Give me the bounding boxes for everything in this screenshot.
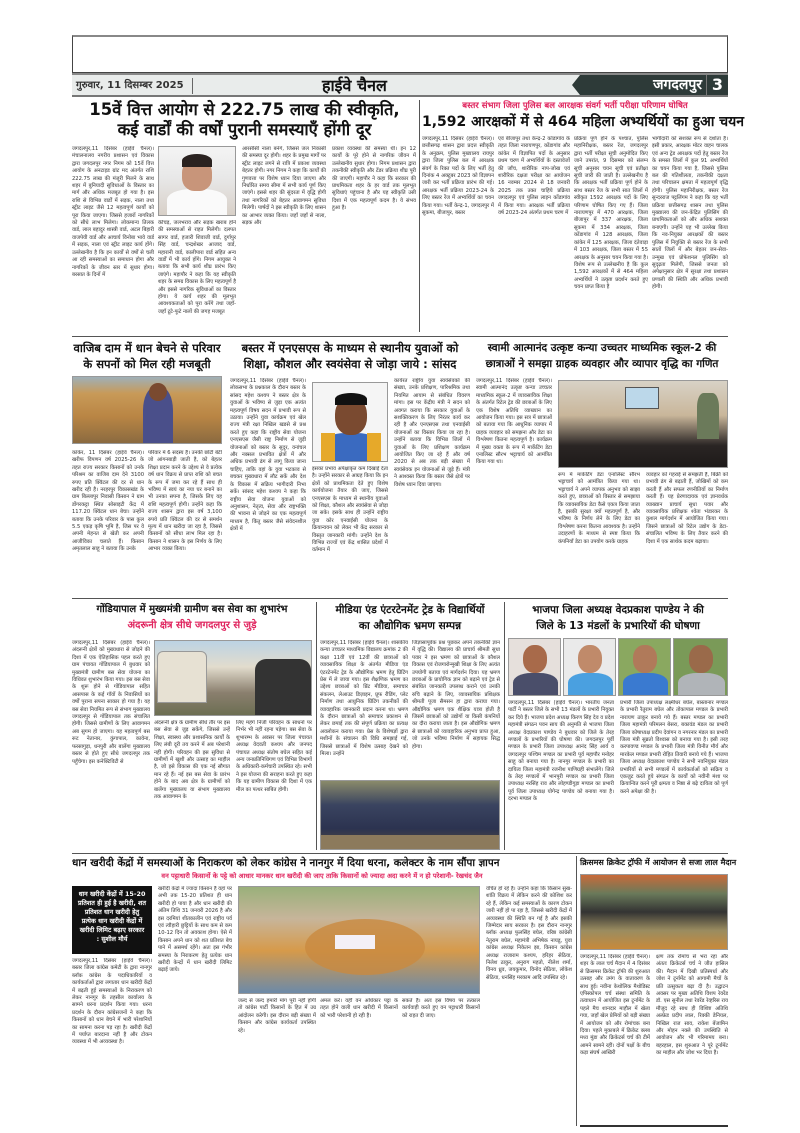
headline-finance-1: 15वें वित्त आयोग से 222.75 लाख की स्वीकृति,: [89, 100, 400, 119]
media-col2: जिज्ञासापूर्वक प्रश्न पूछकर अपने तकनीकी ज्ञान में वृद्धि की। विद्यालय की प्राचार्य श्रीमती सुधा पवार ने इस भ्रमण को छात्राओं के कौशल विकास एवं रोजगारोन्मुखी शिक्षा के लिए अत्यंत उपयोगी बताया एवं मार्गदर्शन दिया। यह भ्रमण छात्राओं के प्रायोगिक ज्ञान को बढ़ाने एवं ट्रेड से संबंधित जानकारी उपलब्ध कराने एवं उनकी रुचि बढ़ाने के लिए, व्यावसायिक प्रशिक्षक श्रीमती पूजा सैमसन हा द्वारा कराया गया। औद्योगिक भ्रमण एक शैक्षिक यात्रा होती है जिसमें छात्राओं को उद्योगों या किसी कंपनियों का दौरा कराया जाता है। इस औद्योगिक भ्रमण से छात्राओं को व्यावहारिक अनुभव प्राप्त हुआ, जो उनके भविष्य निर्माण में सहायक सिद्ध होगा।: [412, 640, 500, 750]
nss-col2: इसका प्रभाव अपेक्षाकृत कम दिखाई देता है। उन्होंने सरकार से आग्रह किया कि इन क्षेत्रों को प्राथमिकता देते हुए विशेष कार्ययोजना तैयार की जाए, जिससे एनएसएस के माध्यम से स्थानीय युवाओं को शिक्षा, कौशल और स्वयंसेवा से जोड़ा जा सके। इसके साथ ही उन्होंने राष्ट्रीय युवा कोर एनवाईसी योजना के क्रियान्वयन को लेकर भी केंद्र सरकार से विस्तृत जानकारी मांगी। उन्होंने देश के विभिन्न राज्यों एवं केंद्र शासित प्रदेशों में वर्तमान में: [312, 466, 388, 554]
headline-atmanand-1: स्वामी आत्मानंद उत्कृष्ट कन्या उच्चतर माध्यमिक स्कूल-2 की: [487, 342, 717, 354]
headline-bus: गोंडियापाल में मुख्यमंत्री ग्रामीण बस सेवा का शुभारंभ: [96, 604, 288, 615]
headline-media-2: का औद्योगिक भ्रमण सम्पन्न: [358, 620, 462, 632]
headline-police: 1,592 आरक्षकों में से 464 महिला अभ्यर्थियों का हुआ चयन: [422, 114, 745, 130]
congress-col1: जगदलपुर,11 दिसंबर (हाईवे चैनल)। बस्तर जिला कांग्रेस कमेटी के द्वारा नानगुर ब्लॉक कांग्रेस के पदाधिकारियों व कार्यकर्ताओं द्वारा लगातार धान खरीदी केंद्रों में बढ़ती हुई समस्याओं के निराकरण को लेकर नानगुर के तहसील कार्यालय के सामने धरना प्रदर्शन किया गया। धरना प्रदर्शन के दौरान कांग्रेसजनों ने कहा कि किसानों को धान बेचने में भारी परेशानियों का सामना करना पड़ रहा है। खरीदी केंद्रों में पर्याप्त बारदाना नहीं है और टोकन व्यवस्था में भी अव्यवस्था है।: [72, 958, 152, 1046]
classroom-photo: [558, 380, 728, 468]
congress-col5: सकते हैं। अतः इस विषय पर तत्काल कार्यवाही करते हुए वन पट्टाधारी किसानों को राहत दी जाए।: [402, 998, 480, 1019]
finance-col4: प्रकाश व्यवस्था की समस्या थी। इन 12 कार्यों के पूरे होने से नागरिक जीवन में उल्लेखनीय सुधार होगा। निगम प्रशासन द्वारा तकनीकी स्वीकृति और टेंडर प्रक्रिया शीघ्र पूरी की जाएगी। महापौर ने कहा कि सरकार की प्राथमिकता शहर के हर वार्ड तक मूलभूत सुविधाएं पहुंचाना है और यह स्वीकृति उसी दिशा में एक महत्वपूर्ण कदम है। ये संभव हुआ है।: [332, 146, 416, 212]
headline-nss-1: बस्तर में एनएसएस के माध्यम से स्थानीय युवाओं को: [241, 341, 459, 355]
headline-nss-2: शिक्षा, कौशल और स्वयंसेवा से जोड़ा जाये : सांसद: [243, 357, 457, 371]
protest-meeting-photo: [238, 886, 480, 994]
article-congress: [72, 856, 572, 1126]
newspaper-title: हाईवे चैनल: [322, 76, 387, 95]
paddy-col1: कांकेर, 11 दिसंबर (हाईवे चैनल)। खरीफ विपणन वर्ष 2025-26 के तहत राज्य सरकार किसानों को उनके परिश्रम का वाजिब दाम देने 3100 रुपए प्रति क्विंटल की दर से धान खरीद रही है। नरहरपुर विकासखंड के ग्राम बिल्लापुर निवासी किसान ने ग्राम डोंगरकट्टा स्थित सोसाइटी केंद्र में 117.20 क्विंटल धान बेचा। उन्होंने बताया कि उनके परिवार के पास कुल 5.5 एकड़ कृषि भूमि है, जिस पर वे अपनी मेहनत से खेती कर अपनी आजीविका चलाते हैं। किसान अमृतलाल साहू ने बताया कि उनके: [72, 450, 144, 553]
column-divider: [316, 602, 317, 850]
cricket-team-photo: [580, 874, 728, 950]
headline-paddy-2: के सपनों को मिल रही मजबूती: [83, 357, 211, 371]
police-col4: भागीदारी को सशक्त रूप से दर्शाता है। इसी प्रकार, आरक्षक मोटर वाहन चालक एवं अन्य ट्रेड आरक्षक पदों हेतु बस्तर रेंज के समस्त जिलों में कुल 91 अभ्यर्थियों का चयन किया गया है, जिससे पुलिस बल की गतिशीलता, तकनीकी दक्षता तथा परिचालन क्षमता में महत्वपूर्ण वृद्धि होगी। पुलिस महानिरीक्षक, बस्तर रेंज सुन्दरराज पट्टलिंगम ने कहा कि यह भर्ती प्रक्रिया छत्तीसगढ़ शासन तथा पुलिस मुख्यालय की जन-केंद्रित पुलिसिंग की प्राथमिकताओं को और अधिक सशक्त बनाएगी। उन्होंने यह भी उल्लेख किया कि नव-नियुक्त आरक्षकों की बस्तर पुलिस में नियुक्ति से बस्तर रेंज के सभी सातों जिलों में और बेहतर जन-सेवा-उन्मुख एवं प्रोफेशनल पुलिसिंग को सुदृढ़ता मिलेगी, जिससे जनता को अपेक्षानुसार क्षेत्र में सुरक्षा तथा प्रशासन प्रणाली की स्थिति और अधिक प्रभावी होगी।: [652, 136, 728, 291]
city-name: जगदलपुर: [653, 77, 702, 93]
headline-media-1: मीडिया एंड एंटरटेनमेंट ट्रेड के विद्यार्थियों: [335, 604, 485, 616]
column-divider: [419, 100, 420, 332]
nss-col3: कार्यरत राष्ट्रीय युवा स्वयंसेवकों की संख्या, उनके प्रशिक्षण, पारिश्रमिक तथा नियमित आयाम से संबंधित विवरण मांगा। इस पर केंद्रीय मंत्री ने सदन को अवगत कराया कि सरकार युवाओं के सशक्तिकरण के लिए निरंतर कार्य कर रही है और एनएसएस तथा एनवाईसी योजनाओं का विस्तार किया जा रहा है। उन्होंने बताया कि विभिन्न जिलों में युवाओं के लिए प्रशिक्षण कार्यक्रम आयोजित किए जा रहे हैं और वर्ष 2020 से अब तक बड़ी संख्या में स्वयंसेवक इन योजनाओं से जुड़े हैं। मंत्री ने आश्वस्त किया कि बस्तर जैसे क्षेत्रों पर विशेष ध्यान दिया जाएगा।: [394, 378, 470, 488]
media-col1: जगदलपुर,11 दिसंबर (हाईवे चैनल)। शासकीय कन्या उच्चतर माध्यमिक विद्यालय क्रमांक 2 की कक्षा 11वीं एवं 12वीं की छात्राओं को व्यावसायिक शिक्षा के अंतर्गत मीडिया एंड एंटरटेनमेंट ट्रेड के औद्योगिक भ्रमण हेतु प्रिंटिंग प्रेस में ले जाया गया। इस शैक्षणिक भ्रमण का उद्देश्य छात्राओं को प्रिंट मीडिया, समाचार संकलन, लेआउट डिज़ाइन, प्रूफ रीडिंग, प्लेट निर्माण तथा आधुनिक प्रिंटिंग तकनीकों की व्यावहारिक जानकारी प्रदान करना था। भ्रमण के दौरान छात्राओं को समाचार प्रकाशन से लेकर छपाई तक की संपूर्ण प्रक्रिया का प्रत्यक्ष अवलोकन कराया गया। प्रेस के विशेषज्ञों द्वारा मशीनों के संचालन की विधि समझाई गई, जिससे छात्राओं में विशेष उत्साह देखने को मिला। उन्होंने: [320, 640, 408, 758]
portrait-photo: [158, 146, 236, 216]
kicker-police: बस्तर संभाग जिला पुलिस बल आरक्षक संवर्ग भर्ती परीक्षा परिणाम घोषित: [462, 101, 688, 111]
headline-bjp-2: जिले के 13 मंडलों के प्रभारियों की घोषणा: [536, 620, 700, 632]
atmanand-col3: व्यवहार को गहराई से समझती हैं, बिक्री को प्रभावी ढंग से बढ़ाती हैं, जोखिमों को कम करती हैं और सफल रणनीतियों का निर्माण करती हैं। यह प्रेरणादायक एवं ज्ञानवर्धक व्याख्यान प्राचार्य सुधा पवार और व्यावसायिक प्रशिक्षक श्वेता भंडारकर के कुशल मार्गदर्शन में आयोजित किया गया। जिसने छात्राओं को रिटेल उद्योग के डेटा-संचालित भविष्य के लिए तैयार करने की दिशा में एक सार्थक कदम बढ़ाया।: [646, 472, 728, 545]
article-bjp: [508, 602, 728, 850]
callout-box: धान खरीदी केंद्रों में 15-20 प्रतिशत ही हुई है खरीदी, शत प्रतिशत धान खरीदी हेतु प्रत्येक धान खरीदी केंद्रों में खरीदी लिमिट बढ़ाए सरकार : सुशील मौर्य: [72, 886, 152, 954]
section-divider: [72, 598, 728, 599]
congress-col2: खरीदी केंद्रों में ज्यादा किसान है वहां पर अभी तक 15-20 प्रतिशत ही धान खरीदी हो पाया है और धान खरीदी की अंतिम तिथि 31 जनवरी 2026 है और इस दरमियां शीतकालीन एवं राष्ट्रीय पर्व एवं त्यौहारी छुट्टियों के साथ कम से कम 10-12 दिन तो अवकाश होगा। ऐसे में किसान अपने धान को शत प्रतिशत बेच पाने में असमर्थ रहेंगे। अतः इस गंभीर समस्या के निराकरण हेतु प्रत्येक धान खरीदी केन्द्रों में धान खरीदी लिमिट बढ़ाई जाये।: [158, 886, 232, 974]
mp-portrait-photo: [312, 382, 388, 462]
article-nss: [230, 340, 470, 595]
column-divider: [576, 856, 577, 1126]
kicker-congress: वन पट्टाधारी किसानों के पट्टे को आधार मानकर धान खरीदी की जाए ताकि किसानों को ज्यादा अदा करने में न हो परेशानी- रेखचंद जैन: [161, 872, 483, 880]
article-media: [320, 602, 500, 850]
farmer-photo: [72, 376, 222, 444]
police-col3: प्रक्रिया पूर्ण होने के पश्चात, पुलिस महानिरीक्षक, बस्तर रेंज, जगदलपुर द्वारा भर्ती परीक्षा सूची अनुमोदित किए जाने उपरांत, 9 दिसम्बर को संलग्न सूची अनुसार चयन सूची एवं प्रतीक्षा सूची जारी की जाती है। उल्लेखनीय है कि आरक्षक भर्ती प्रक्रिया पूर्ण होने के साथ बस्तर रेंज के सभी सात जिलों में स्वीकृत 1592 आरक्षक पदों के लिए परिणाम घोषित किए गए हैं। जिला नारायणपुर में 470 आरक्षक, जिला बीजापुर में 337 आरक्षक, जिला सुकमा में 334 आरक्षक, जिला कोंडागांव में 128 आरक्षक, जिला कांकेर में 125 आरक्षक, जिला दंतेवाड़ा में 103 आरक्षक, जिला बस्तर में 55 आरक्षक के अनुसार चयन किया गया है। विशेष रूप से उल्लेखनीय है कि कुल 1,592 आरक्षकों में से 464 महिला अभ्यर्थियों ने उत्कृष्ट प्रदर्शन करते हुए चयन प्राप्त किया है: [574, 136, 648, 291]
article-finance: [72, 100, 417, 332]
bus-col1: जगदलपुर,11 दिसंबर (हाईवे चैनल)। अंदरूनी क्षेत्रों को मुख्यधारा से जोड़ने की दिशा में एक ऐतिहासिक पहल करते हुए ग्राम पंचायत गोंडियापाल में बुधवार को मुख्यमंत्री ग्रामीण बस सेवा योजना का विधिवत शुभारंभ किया गया। इस बस सेवा के शुरू होने से गोंडियापाल सहित आसपास के कई गाँवों के निवासियों का वर्षों पुराना सपना साकार हो गया है। यह बस सेवा नियमित रूप से संभाग मुख्यालय जगदलपुर से गोंडियापाल तक संचालित होगी। जिससे ग्रामीणों के लिए आवागमन अब सुगम हो जाएगा। यह महत्वपूर्ण बस रूट नेतानार, कुंगापाल, कावेना, फरसागुड़ा, धनपुरी और बालेंगा मुख्यालय बस्तर से होते हुए सीधे जगदलपुर तक पहुँचेगा। इस कनेक्टिविटी से: [72, 640, 150, 765]
bottom-rule: [580, 1125, 728, 1127]
masthead: [72, 73, 728, 97]
section-divider: [72, 853, 728, 854]
page-number: 3: [706, 75, 728, 95]
headline-paddy-1: वाजिब दाम में धान बेचने से परिवार: [73, 341, 221, 355]
atmanand-col2: रूप में मार्केटिंग डेटा एनालिस्ट सौरभ भट्टाचार्य को आमंत्रित किया गया था। भट्टाचार्य ने अपने व्यापक अनुभव को साझा करते हुए, छात्राओं को विस्तार से समझाया कि व्यावसायिक डेटा कैसे एकत्र किया जाता है, इसकी सुरक्षा क्यों महत्वपूर्ण है, और भविष्य के निर्णय लेने के लिए डेटा का विश्लेषण करना कितना आवश्यक है। उन्होंने उदाहरणों के माध्यम से स्पष्ट किया कि कंपनियाँ डेटा का उपयोग करके ग्राहक: [558, 472, 640, 545]
newspaper-page: [72, 0, 745, 1133]
bus-launch-photo: [154, 640, 312, 716]
section-divider: [72, 336, 728, 337]
appointee-photo-3: [618, 638, 671, 696]
police-col1: जगदलपुर,11 दिसंबर (हाईवे चैनल)। छत्तीसगढ़ शासन द्वारा प्रदत्त स्वीकृति के अनुक्रम, पुलिस मुख्यालय रायपुर द्वारा जिला पुलिस बल में आरक्षक संवर्ग के रिक्त पदों के लिए भर्ती हेतु दिनांक 4 अक्टूबर 2023 को विज्ञापन जारी कर भर्ती प्रक्रिया प्रारंभ की गई। आरक्षक भर्ती प्रक्रिया 2023-24 के लिए बस्तर रेंज में अभ्यर्थियों का चयन किया गया। भर्ती केन्द्र-1, जगदलपुर में सुकमा, बीजापुर, बस्तर: [422, 136, 494, 217]
appointee-photo-2: [563, 638, 616, 696]
column-divider: [504, 602, 505, 850]
headline-congress: धान खरीदी केंद्रों में समस्याओं के निराकरण को लेकर कांग्रेस ने नानगुर में दिया धरना, कलेक्टर के नाम सौंपा ज्ञापन: [72, 857, 500, 869]
city-section-tab: [580, 75, 728, 95]
students-group-photo: [320, 780, 500, 850]
article-cricket: [580, 856, 737, 1126]
congress-col4: अमल करें। वहीं वन अधिकार पट्टा के तहत होने वाली धान खरीदी में किसानों को भारी परेशानी हो रही है।: [320, 998, 398, 1019]
congress-col6: वंचित हो रहे हैं। उन्होंने कहा कि किसान सुख-शांति विक्रय में लेकिन करने की कोशिश कर रहे हैं, लेकिन कई समस्याओं के कारण टोकन जारी नहीं हो पा रहा है, जिससे खरीदी केंद्रों में अव्यवस्था की स्थिति बन गई है और इसकी जिम्मेदार साय सरकार है। इस दौरान नानगुर ब्लॉक अध्यक्ष फुलसिंह बघेल, वरिष्ठ कांग्रेसी नेतुराम बघेल, महामंत्री अभिषेक नायडू, युवा कांग्रेस अध्यक्ष निकेतन झा, किसान कांग्रेस अध्यक्ष राजाराम कश्यप, हरिहर सेठिया, निलेश ठाकुर, अनुराग महतो, नीलेश शर्मा, विनय ध्रुव, जयकुमार, विनोद सेठिया, लोकेश सेठिया, धनसिंह मरकाम आदि उपस्थित रहे।: [486, 886, 572, 981]
headline-bjp-1: भाजपा जिला अध्यक्ष वेदप्रकाश पाण्डेय ने की: [532, 604, 704, 616]
finance-col1: जगदलपुर,11 दिसंबर (हाईवे चैनल)। मंचालनालय नगरीय प्रशासन एवं विकास द्वारा जगदलपुर नगर निगम को 15वें वित्त आयोग के अनटाइड ग्रांट मद अंतर्गत राशि 222.75 लाख की मंजूरी मिलने के साथ शहर में बुनियादी सुविधाओं के विस्तार का मार्ग और अधिक मजबूत हो गया है। इस राशि से विभिन्न वार्डों में सड़क, नाला तथा स्ट्रीट लाइट जैसे 12 महत्वपूर्ण कार्यों को पूरा किया जाएगा। जिससे हजारों नागरिकों को सीधे लाभ मिलेगा। लोकमान्य तिलक वार्ड, लाल बहादुर शास्त्री वार्ड, अटल बिहारी वाजपेयी वार्ड और आचार्य विनोबा भावे वार्ड में सड़क, नाला एवं स्ट्रीट लाइट कार्य होंगे। उल्लेखनीय है कि इन कार्यों से वर्षों से चली आ रही समस्याओं का समाधान होगा और नागरिकों के जीवन स्तर में सुधार होगा। बरसात के दिनों में: [72, 146, 154, 278]
police-col2: एवं बीजापुर तथा केन्द्र-2 कोंडागांव के तहत जिला नारायणपुर, कोंडागांव और कांकेर में विज्ञापित पदों के अनुसार प्रथम चरण में अभ्यर्थियों के दस्तावेजों की जाँच, शारीरिक नाप-जोख एवं शारीरिक दक्षता परीक्षा का आयोजन 16 नवम्बर 2024 से 18 जनवरी 2025 तक उक्त चाहिये प्रक्रिया जगदलपुर एवं पुलिस लाइन कोंडागांव में किया गया। आरक्षक भर्ती प्रक्रिया वर्ष 2023-24 अंतर्गत प्रथम चरण में: [498, 136, 570, 217]
atmanand-col1: जगदलपुर,11 दिसंबर (हाईवे चैनल)। स्वामी आत्मानंद उत्कृष्ट कन्या उच्चतर माध्यमिक स्कूल-2 में व्यावसायिक शिक्षा के अंतर्गत रिटेल ट्रेड की छात्राओं के लिए एक विशेष अतिथि व्याख्यान का आयोजन किया गया। इस सत्र में छात्राओं को बताया गया कि आधुनिक व्यापार में ग्राहक व्यवहार को समझना और डेटा का विश्लेषण कितना महत्वपूर्ण है। कार्यक्रम में मुख्य वक्ता के रूप में मार्केटिंग डेटा एनालिस्ट सौरभ भट्टाचार्य को आमंत्रित किया गया था।: [476, 378, 552, 466]
finance-col3: आरसीसी नाला बनेंगे, जिससे जल निकासी की समस्या दूर होगी। शहर के प्रमुख मार्गों पर स्ट्रीट लाइट लगने से रात्रि में प्रकाश व्यवस्था बेहतर होगी। नगर निगम ने कहा कि कार्यों की गुणवत्ता पर विशेष ध्यान दिया जाएगा और निर्धारित समय सीमा में सभी कार्य पूर्ण किए जाएंगे। इससे शहर की सुंदरता में वृद्धि होगी तथा नागरिकों को बेहतर आवागमन सुविधा मिलेगी। पार्षदों ने इस स्वीकृति के लिए शासन का आभार व्यक्त किया। जहाँ जहाँ से नाला, सड़क और: [242, 146, 326, 227]
top-ad-box: [72, 35, 728, 73]
nss-col1: जगदलपुर,11 दिसंबर (हाईवे चैनल)। लोकसभा के प्रश्नकाल के दौरान बस्तर के सांसद महेश कश्यप ने बस्तर क्षेत्र के युवाओं के भविष्य से जुड़ा एक अत्यंत महत्वपूर्ण विषय सदन में प्रभावी रूप से उठाया। उन्होंने युवा कार्यक्रम एवं खेल राज्य मंत्री रक्षा निखिल खडसे से प्रश्न करते हुए कहा कि राष्ट्रीय सेवा योजना एनएसएस जैसी राष्ट्र निर्माण से जुड़ी योजनाओं को बस्तर के सुदूर, वनांचल और नक्सल प्रभावित क्षेत्रों में और अधिक प्रभावी ढंग से लागू किया जाना चाहिए, ताकि वहां के युवा भटकाव से बचकर मुख्यधारा में लौट सकें और देश के विकास में सक्रिय भागीदारी निभा सकें। सांसद महेश कश्यप ने कहा कि राष्ट्रीय सेवा योजना युवाओं को अनुशासन, नेतृत्व, सेवा और राष्ट्रभक्ति की भावना से जोड़ने का एक महत्वपूर्ण माध्यम है, किंतु बस्तर जैसे संवेदनशील क्षेत्रों में: [230, 378, 306, 533]
paddy-col2: परिवार में 6 सदस्य हैं। उनकी छोटी बेटी जो आंगनबाड़ी जाती है, को बेहतर शिक्षा प्रदान करने के उद्देश्य से वे प्रत्येक वर्ष धान विक्रय से प्राप्त राशि को बचत के रूप में जमा कर रहे हैं साथ ही भविष्य में स्वयं का नया घर बनाने का भी उनका सपना है, जिसके लिए यह राशि महत्वपूर्ण होगी। उन्होंने कहा कि राज्य शासन द्वारा इस वर्ष 3,100 रुपये प्रति क्विंटल की दर से समर्थन मूल्य में धान खरीदा जा रहा है, जिससे किसानों को सीधा लाभ मिल रहा है। किसान ने शासन के इस निर्णय के लिए आभार व्यक्त किया।: [148, 450, 222, 553]
bus-col2: अंदरूनी क्षेत्र के ग्रामीण सीधे तौर पर इस बस सेवा से जुड़ सकेंगे, जिससे उन्हें शिक्षा, स्वास्थ्य और प्रशासनिक कार्यों के लिए लंबी दूरी तय करने में अब परेशानी नहीं होगी। परिवहन की इस सुविधा से ग्रामीणों में खुशी और उत्साह का माहौल है, जो इसे विकास की एक नई सौगात मान रहे हैं। नई इस बस सेवा के प्रारंभ होने के बाद अब क्षेत्र के ग्रामीणों को बालेंगा मुख्यालय या संभाग मुख्यालय तक आवागमन के: [154, 720, 230, 801]
kicker-bus: अंदरूनी क्षेत्र सीधे जगदलपुर से जुड़े: [127, 620, 257, 631]
bjp-col1: जगदलपुर,11 दिसंबर (हाईवे चैनल)। भारतीय जनता पार्टी ने बस्तर जिले के सभी 13 मंडलों के प्रभारी नियुक्त कर दिये हैं। भाजपा प्रदेश अध्यक्ष किरण सिंह देव व प्रदेश महामंत्री संगठन पवन साय की अनुमति से भाजपा जिला अध्यक्ष वेदप्रकाश पाण्डेय ने बुधवार को जिले के तेरह मण्डलों के प्रभारियों की घोषणा की। जगदलपुर पूर्वी मण्डल के प्रभारी जिला उपाध्यक्ष आनंद सिंह आर्य व जगदलपुर पश्चिम मण्डल का प्रभारी पूर्व महापौर मनोहर साहू को बनाया गया है। नानगुर मण्डल के प्रभारी का दायित्व जिला महामंत्री रजनीश पाणिग्रही संभालेंगे। जिले के तेरह मण्डलों में भानपुरी मण्डल का प्रभारी जिला उपाध्यक्ष नरसिंह राव और लोहण्डीगुड़ा मण्डल का प्रभारी पूर्व जिला उपाध्यक्ष योगेन्द्र पाण्डेय को बनाया गया है। दरभा मण्डल के: [508, 700, 614, 803]
congress-col3: जल्द से जल्द हमारी मांग पूरी नहीं होगी तो कांग्रेस पार्टी किसानों के हित में उग्र आंदोलन करेगी। इस दौरान बड़ी संख्या में किसान और कांग्रेस कार्यकर्ता उपस्थित रहे।: [238, 998, 316, 1034]
article-police: [422, 100, 745, 332]
headline-cricket: क्रिसमस क्रिकेट ट्रॉफी में आयोजन से सजा लाल मैदान: [580, 858, 737, 867]
cricket-col2: क्षण तक रोमांच से भरा रहा और अंततः क्रिकेटर्स चर्च ने जीत हासिल की। मैदान में दिखी प्रतिस्पर्धा और जोश ने टूर्नामेंट को आगामी मैचों के प्रति उत्सुकता बढ़ा दी है। उद्घाटन अवसर पर मुख्य अतिथि विशप रेवरेंड डॉ. एस सुनील तथा रेवरेंड रेव्हरिस राय मौजूद रहे साथ ही विशिष्ट अतिथि अल्फ्रेड प्रदीप लाल, रिक्की डेनियल, निखिल राज साव, राकेश बेंजामिन और मोहन नक्ले की उपस्थिति से आयोजन और भी गरिमामय बना। बहरहाल, इस शुरुआत ने पूरे टूर्नामेंट का माहौल और जोश भर दिया है।: [656, 954, 728, 1057]
headline-atmanand-2: छात्राओं ने समझा ग्राहक व्यवहार और व्यापार वृद्धि का गणित: [485, 358, 719, 370]
article-paddy: [72, 340, 222, 595]
bus-col3: लिए महंगे निजी परिवहन के साधनों पर निर्भर भी नहीं रहना पड़ेगा। बस सेवा के शुभारम्भ के अवसर पर जिला पंचायत अध्यक्ष वेदवती कश्यप और जनपद पंचायत अध्यक्ष संतोष बघेल सहित कई अन्य जनप्रतिनिधिगण एवं विभिन्न विभागों के अधिकारी-कर्मचारी उपस्थित रहे। सभी ने इस योजना की सराहना करते हुए कहा कि यह ग्रामीण विकास की दिशा में एक मील का पत्थर साबित होगी।: [236, 720, 312, 793]
issue-date: गुरुवार, 11 दिसम्बर 2025: [76, 78, 193, 94]
article-atmanand: [476, 340, 728, 595]
appointee-photo-1: [508, 638, 561, 696]
bjp-col2: प्रभारी जिला उपाध्यक्ष लक्ष्मीधर बघेल, बास्तानार मण्डल के प्रभारी रैतुराम बघेल और तोकापाल मण्डल के प्रभारी नारायण ठाकुर बनाये गये हैं। बस्तर मण्डल का प्रभारी जिला महामंत्री परिमलन बेसरा, बकावंड मंडल का प्रभारी जिला कोषाध्यक्ष प्रदीप देवांगन व नगरनार मंडल का प्रभारी जिला मंत्री सुब्रतो विश्वास को बनाया गया है। इसी तरह करपावण्ड मण्डल के प्रभारी जिला मंत्री विनीत मौर्य और मारकेल मण्डल प्रभारी रोहित तिवारी बनाये गये हैं। भाजपा जिला अध्यक्ष वेदप्रकाश पाण्डेय ने सभी नवनियुक्त मंडल प्रभारियों से सभी मण्डलों में कार्यकर्ताओं को सक्रिय व एकजुट करते हुये संगठन के कार्यों को नवीनी मंशा पर क्रियान्वित करने पूरी क्षमता व निष्ठा से बढ़े दायित्व को पूर्ण करने अपेक्षा की है।: [620, 700, 728, 795]
headline-finance-2: कई वार्डों की वर्षों पुरानी समस्याएँ होंगी दूर: [117, 120, 372, 139]
article-bus: [72, 602, 312, 850]
finance-col2: कीचड़, जलभराव और सड़क खराब होने की समस्याओं से राहत मिलेगी। दलपत सागर वार्ड, हजारी शिवाजी वार्ड, दुर्गापुर सिंह वार्ड, चन्द्रशेखर आजाद वार्ड, महारानी वार्ड, कालीपारा वार्ड सहित अन्य वार्डों में भी कार्य होंगे। निगम आयुक्त ने बताया कि सभी कार्य शीघ्र प्रारंभ किए जाएंगे। महापौर ने कहा कि यह स्वीकृति शहर के समग्र विकास के लिए महत्वपूर्ण है और इससे नागरिक सुविधाओं का विस्तार होगा। ये कार्य शहर की मूलभूत आवश्यकताओं को पूरा करेंगे तथा जहाँ-जहाँ टूटे-फूटे नालों की जगह मजबूत: [158, 220, 236, 315]
cricket-col1: जगदलपुर,11 दिसंबर (हाईवे चैनल)। शहर के लाल चर्च मैदान में 4 दिसंबर से क्रिसमस क्रिकेट ट्रॉफी की शुरुआत उत्साह और उमंग के वातावरण के साथ हुई। नवीना केथोलिक मैथोडिस्ट एपिस्कोपल चर्च संस्था समिति के तत्वाधान में आयोजित इस टूर्नामेंट के पहले मैच शानदार माहौल में खेला गया, जहाँ खेल प्रेमियों को बड़ी संख्या में आयोजन को और रोमांचक बना दिया। पहले मुकाबले में क्रिकेट क्लब मध्य मुंडा और क्रिकेटर्स चर्च की टीमें आमने सामने रहीं। दोनों पक्षों के बीच कड़ा संघर्ष आखिरी: [580, 954, 650, 1057]
appointee-photo-4: [673, 638, 728, 696]
